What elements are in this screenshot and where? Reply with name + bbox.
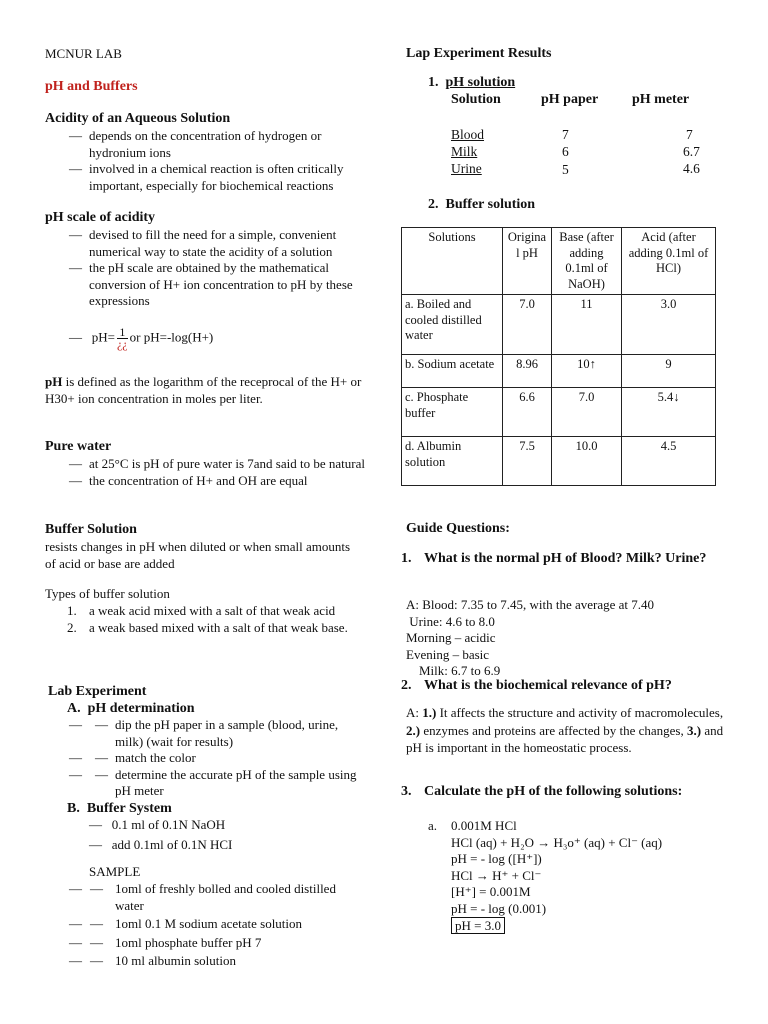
ph-row-meter: 7 bbox=[686, 127, 693, 142]
ph-table-header-paper: pH paper bbox=[541, 92, 599, 107]
results-heading: Lap Experiment Results bbox=[406, 46, 552, 61]
table-row: Solutions Origina l pH Base (after adding 0.1ml of NaOH) Acid (after adding 0.1ml of HCl) bbox=[402, 228, 716, 295]
ph-formula: — pH= $\frac{1}{¿¿}$ or pH=-log(H+) bbox=[69, 325, 214, 351]
question-3: 3. Calculate the pH of the following solutions: bbox=[401, 784, 683, 799]
list-item: — — 1oml 0.1 M sodium acetate solution bbox=[45, 916, 365, 933]
list-item: — — 1oml phosphate buffer pH 7 bbox=[45, 935, 365, 952]
ph-row-paper: 6 bbox=[562, 144, 569, 159]
list-item: — at 25°C is pH of pure water is 7and said to be natural bbox=[45, 456, 365, 473]
guide-heading: Guide Questions: bbox=[406, 521, 510, 536]
types-list bbox=[45, 603, 365, 636]
ph-row-name: Urine bbox=[451, 161, 482, 176]
buffer-solution-heading: 2. Buffer solution bbox=[428, 197, 536, 212]
table-row: b. Sodium acetate 8.96 10↑ 9 bbox=[402, 355, 716, 388]
ph-result-box: pH = 3.0 bbox=[451, 917, 505, 934]
answer-1: A: Blood: 7.35 to 7.45, with the average at 7.40 Urine: 4.6 to 8.0 Morning – acidic Evening – basic Milk: 6.7 to 6.9 bbox=[406, 597, 655, 678]
topic-title: pH and Buffers bbox=[45, 79, 138, 94]
list-item: — depends on the concentration of hydrogen or hydronium ions bbox=[45, 128, 365, 161]
list-item: — — match the color bbox=[45, 750, 365, 767]
answer-2: A: 1.) It affects the structure and activity of macromolecules, 2.) enzymes and proteins are affected by the changes, 3.) and pH is important in the homeostatic process. bbox=[406, 705, 724, 755]
question-2: 2. What is the biochemical relevance of pH? bbox=[401, 678, 672, 693]
list-item: 2. a weak based mixed with a salt of that weak base. bbox=[67, 619, 348, 635]
acidity-heading: Acidity of an Aqueous Solution bbox=[45, 111, 231, 126]
ph-definition: pH is defined as the logarithm of the receprocal of the H+ or H30+ ion concentration in moles per liter. bbox=[45, 374, 362, 406]
list-item: — — determine the accurate pH of the sample using pH meter bbox=[45, 767, 365, 800]
buffer-heading: Buffer Solution bbox=[45, 522, 137, 537]
list-item: — involved in a chemical reaction is often critically important, especially for biochemical reactions bbox=[45, 161, 365, 194]
table-row: d. Albumin solution 7.5 10.0 4.5 bbox=[402, 437, 716, 486]
ph-row-meter: 4.6 bbox=[683, 161, 700, 176]
buffer-description: resists changes in pH when diluted or when small amounts of acid or base are added bbox=[45, 539, 351, 571]
ph-table-header-meter: pH meter bbox=[632, 92, 690, 107]
acidity-list bbox=[45, 128, 365, 194]
section-a-heading: A. pH determination bbox=[67, 701, 195, 716]
lab-title: MCNUR LAB bbox=[45, 46, 122, 61]
answer-3a: a. 0.001M HCl HCl (aq) + H₂O → H₃o⁺ (aq) + Cl⁻ (aq) pH = - log ([H⁺]) HCl → H⁺ + Cl⁻ [H⁺] = 0.001M pH = - log (0.001) pH = 3.0 bbox=[428, 818, 663, 933]
list-item: — — 1oml of freshly bolled and cooled distilled water bbox=[45, 881, 365, 914]
list-item: — the concentration of H+ and OH are equal bbox=[45, 473, 365, 490]
ph-row-name: Blood bbox=[451, 127, 485, 142]
ph-row-paper: 5 bbox=[562, 162, 569, 177]
question-1: 1. What is the normal pH of Blood? Milk? Urine? bbox=[401, 551, 707, 566]
table-row: c. Phosphate buffer 6.6 7.0 5.4↓ bbox=[402, 388, 716, 437]
list-item: — the pH scale are obtained by the mathematical conversion of H+ ion concentration to pH by these expressions bbox=[45, 260, 365, 310]
ph-solution-heading: 1. pH solution bbox=[428, 75, 516, 90]
section-b-item: — add 0.1ml of 0.1N HCI bbox=[89, 837, 233, 852]
list-item: — — 10 ml albumin solution bbox=[45, 953, 365, 970]
ph-row-name: Milk bbox=[451, 144, 478, 159]
ph-row-paper: 7 bbox=[562, 127, 569, 142]
list-item: 1. a weak acid mixed with a salt of that weak acid bbox=[67, 603, 336, 618]
ph-scale-heading: pH scale of acidity bbox=[45, 210, 156, 225]
section-b-heading: B. Buffer System bbox=[67, 801, 172, 816]
ph-row-meter: 6.7 bbox=[683, 144, 700, 159]
list-item: — devised to fill the need for a simple, convenient numerical way to state the acidity of a solution bbox=[45, 227, 365, 260]
pure-water-list bbox=[45, 456, 365, 489]
table-row: a. Boiled and cooled distilled water 7.0 11 3.0 bbox=[402, 295, 716, 355]
formula-fraction: $\frac{1}{¿¿}$ bbox=[116, 325, 128, 351]
sample-list bbox=[45, 881, 365, 970]
section-b-item: — 0.1 ml of 0.1N NaOH bbox=[89, 817, 226, 832]
types-heading: Types of buffer solution bbox=[45, 586, 170, 601]
sample-heading: SAMPLE bbox=[89, 864, 141, 879]
buffer-table bbox=[401, 227, 716, 486]
list-item: — — dip the pH paper in a sample (blood, urine, milk) (wait for results) bbox=[45, 717, 365, 750]
ph-table-header-solution: Solution bbox=[451, 92, 501, 107]
lab-exp-heading: Lab Experiment bbox=[48, 684, 147, 699]
ph-scale-list bbox=[45, 227, 365, 310]
pure-water-heading: Pure water bbox=[45, 439, 112, 454]
section-a-list bbox=[45, 717, 365, 800]
